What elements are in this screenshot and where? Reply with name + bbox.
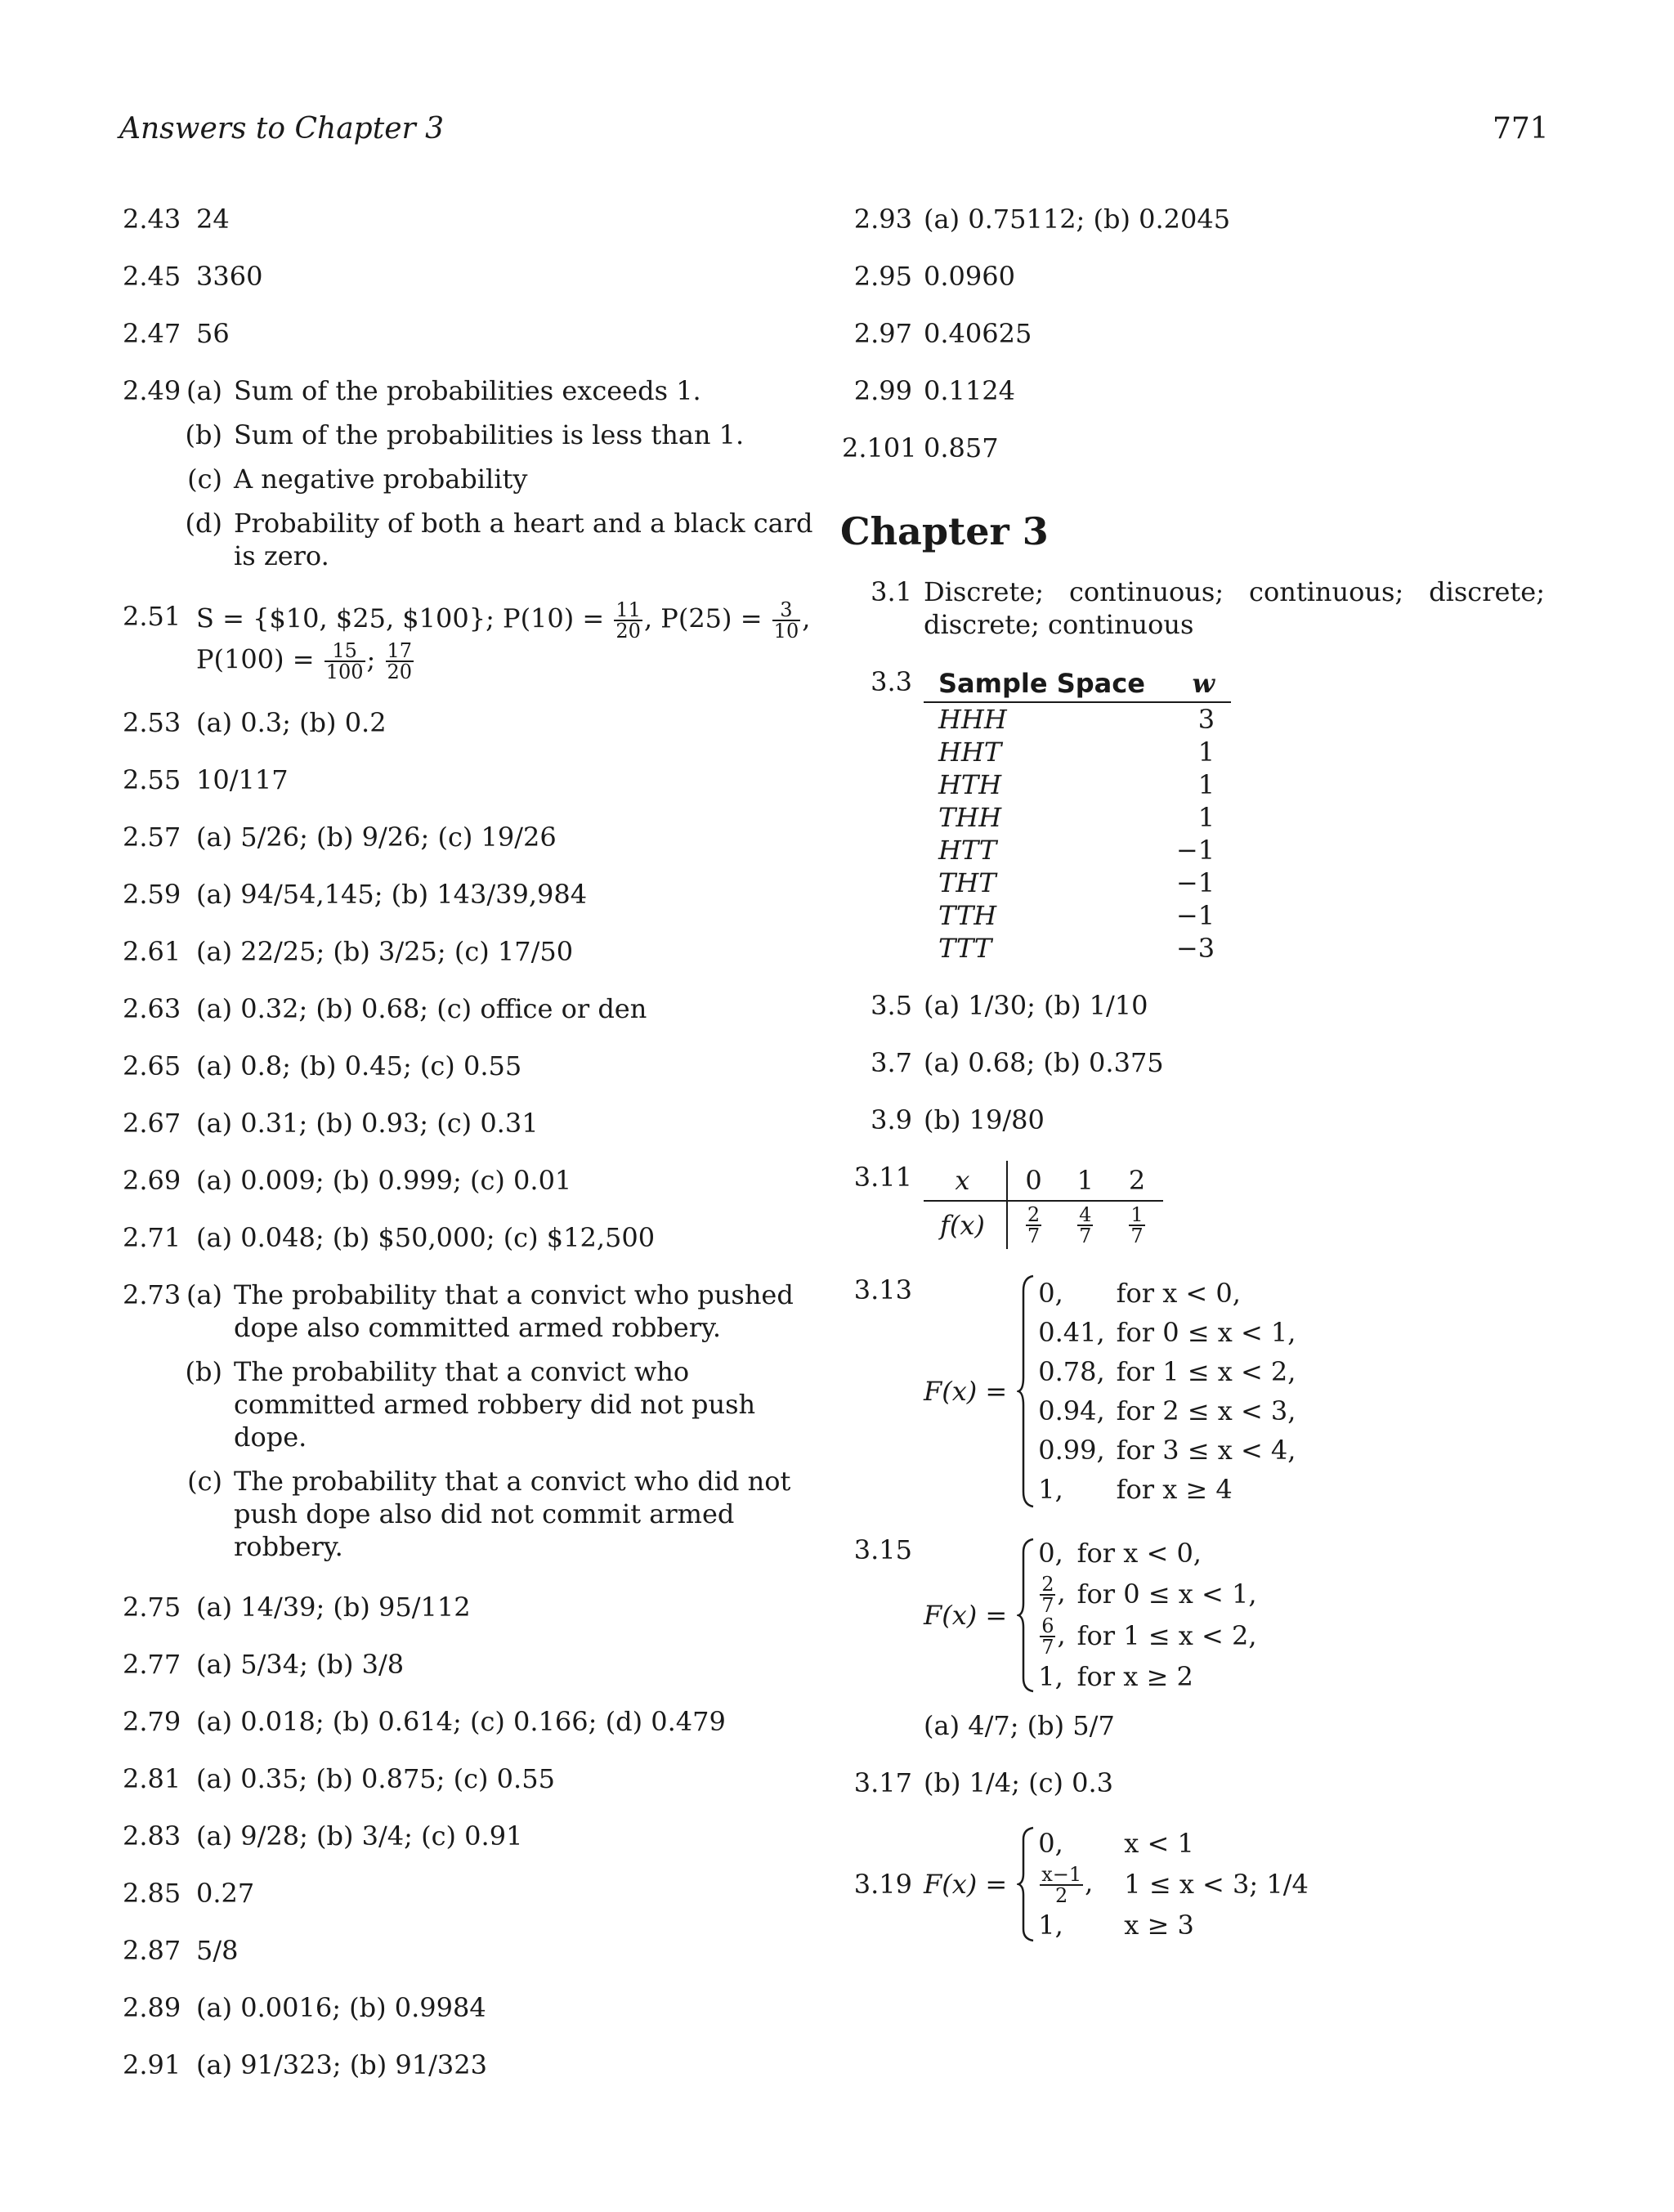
sub-label: (c) xyxy=(187,1466,222,1497)
fraction xyxy=(614,600,642,641)
sub-answer-c xyxy=(180,463,817,495)
answer-text: 0.1124 xyxy=(924,375,1015,406)
answer-2-69 xyxy=(123,1164,817,1197)
sample-space-table xyxy=(924,667,1231,965)
case-value: 1, xyxy=(1038,1661,1063,1692)
sub-answer-a xyxy=(180,374,817,407)
fraction xyxy=(1040,1616,1055,1657)
case-row xyxy=(1038,1313,1307,1352)
answer-number: 2.67 xyxy=(123,1108,181,1139)
math-text: P(100) = xyxy=(196,643,323,675)
answer-2-77 xyxy=(123,1648,817,1681)
fraction xyxy=(772,600,801,641)
case-row xyxy=(1038,1274,1307,1313)
sub-text: Sum of the probabilities exceeds 1. xyxy=(234,375,701,406)
answer-3-3 xyxy=(842,665,1545,965)
answer-2-97 xyxy=(842,317,1545,350)
sub-label: (c) xyxy=(187,463,222,495)
answer-number: 2.97 xyxy=(853,318,912,349)
answer-number: 2.49 xyxy=(123,375,181,406)
piecewise-function xyxy=(924,1534,1545,1696)
answer-number: 3.13 xyxy=(853,1274,912,1305)
numerator: 6 xyxy=(1041,1614,1054,1637)
fraction xyxy=(1040,1574,1055,1615)
math-text: ; xyxy=(366,643,384,675)
answer-2-73 xyxy=(123,1278,817,1574)
answer-number: 2.77 xyxy=(123,1649,181,1680)
answer-number: 2.47 xyxy=(123,318,181,349)
denominator: 7 xyxy=(1079,1225,1092,1247)
case-condition: for x < 0, xyxy=(1116,1278,1241,1309)
case-row xyxy=(1038,1391,1307,1431)
answer-number: 3.15 xyxy=(853,1534,912,1565)
answer-text: 5/8 xyxy=(196,1935,239,1966)
sub-text: The probability that a convict who committed armed robbery did not push dope. xyxy=(234,1356,756,1453)
answer-2-83 xyxy=(123,1820,817,1852)
denominator: 7 xyxy=(1041,1636,1054,1659)
pmf-table xyxy=(924,1161,1163,1249)
answer-text: (a) 1/30; (b) 1/10 xyxy=(924,990,1148,1021)
cases-table xyxy=(1038,1824,1320,1945)
answer-text: (a) 0.009; (b) 0.999; (c) 0.01 xyxy=(196,1165,572,1196)
case-row xyxy=(1038,1352,1307,1391)
answer-number: 2.61 xyxy=(123,936,181,967)
case-condition: 1 ≤ x < 3; 1/4 xyxy=(1124,1868,1309,1900)
piecewise-function xyxy=(924,1824,1545,1945)
numerator: x−1 xyxy=(1041,1862,1082,1886)
answer-number: 2.79 xyxy=(123,1706,181,1737)
case-value: 0.94, xyxy=(1038,1395,1105,1426)
header-title: Answers to Chapter 3 xyxy=(119,112,445,146)
answer-number: 2.81 xyxy=(123,1763,181,1794)
answer-number: 2.43 xyxy=(123,204,181,235)
answer-number: 3.7 xyxy=(871,1047,912,1078)
case-condition: for 3 ≤ x < 4, xyxy=(1116,1435,1296,1466)
case-value: 1, xyxy=(1038,1909,1063,1941)
answer-2-75 xyxy=(123,1591,817,1623)
answer-number: 2.71 xyxy=(123,1222,181,1253)
answer-text: 3360 xyxy=(196,261,263,292)
answer-text: (a) 22/25; (b) 3/25; (c) 17/50 xyxy=(196,936,574,967)
table-cell xyxy=(1059,1201,1111,1249)
denominator: 10 xyxy=(773,620,799,643)
numerator: 2 xyxy=(1041,1572,1054,1596)
table-row xyxy=(924,736,1231,768)
case-value: 1, xyxy=(1038,1474,1063,1505)
numerator: 15 xyxy=(325,641,365,662)
answer-3-19 xyxy=(842,1824,1545,1945)
answer-number: 2.75 xyxy=(123,1592,181,1623)
answer-number: 3.17 xyxy=(853,1767,912,1798)
case-condition: for x < 0, xyxy=(1076,1538,1202,1569)
case-row xyxy=(1038,1863,1320,1905)
table-cell: −1 xyxy=(1175,835,1215,866)
answer-text: (a) 0.0016; (b) 0.9984 xyxy=(196,1992,486,2023)
table-row xyxy=(924,932,1231,965)
answer-2-47 xyxy=(123,317,817,350)
case-row xyxy=(1038,1824,1320,1863)
answer-number: 2.45 xyxy=(123,261,181,292)
table-cell: THT xyxy=(938,867,996,898)
table-row xyxy=(924,1161,1163,1201)
sub-label: (d) xyxy=(185,508,222,539)
denominator: 7 xyxy=(1027,1225,1041,1247)
answer-2-101 xyxy=(842,432,1545,464)
answer-text: 24 xyxy=(196,204,230,235)
answer-2-49 xyxy=(123,374,817,584)
answer-text: 56 xyxy=(196,318,230,349)
math-line-1 xyxy=(196,600,817,641)
answer-number: 2.95 xyxy=(853,261,912,292)
table-row xyxy=(924,834,1231,866)
table-cell: 1 xyxy=(1197,737,1215,768)
left-brace-icon xyxy=(1015,1274,1038,1509)
answer-number: 3.19 xyxy=(853,1868,912,1900)
case-value: $\frac{2}{7}$ , xyxy=(1041,1572,1066,1617)
numerator: 2 xyxy=(1027,1203,1041,1226)
case-condition: x ≥ 3 xyxy=(1124,1909,1194,1941)
answer-text: (a) 5/34; (b) 3/8 xyxy=(196,1649,405,1680)
answer-number: 2.87 xyxy=(123,1935,181,1966)
table-cell: −1 xyxy=(1175,867,1215,898)
case-row xyxy=(1038,1573,1268,1615)
math-text: , xyxy=(802,602,811,634)
fraction xyxy=(386,641,414,682)
answer-number: 2.53 xyxy=(123,707,181,738)
case-condition: for x ≥ 2 xyxy=(1076,1661,1193,1692)
denominator: 7 xyxy=(1041,1593,1054,1617)
function-lhs: F(x) = xyxy=(924,1868,1008,1900)
answer-number: 2.99 xyxy=(853,375,912,406)
answer-2-45 xyxy=(123,260,817,293)
answer-3-17 xyxy=(842,1766,1545,1799)
sample-space-table-wrap xyxy=(924,665,1545,965)
answer-math xyxy=(196,600,817,682)
numerator: 1 xyxy=(1130,1203,1144,1226)
table-cell: THH xyxy=(938,802,1002,833)
denominator: 100 xyxy=(325,660,364,683)
function-lhs: F(x) = xyxy=(924,1376,1008,1407)
answer-number: 2.85 xyxy=(123,1878,181,1909)
numerator: 11 xyxy=(615,598,641,621)
sub-label: (b) xyxy=(185,1356,222,1387)
table-cell: HTT xyxy=(938,835,997,866)
numerator: 17 xyxy=(387,639,413,662)
answer-2-57 xyxy=(123,821,817,853)
sub-answer-d xyxy=(180,507,817,572)
sub-label: (b) xyxy=(185,419,222,450)
case-condition: for 2 ≤ x < 3, xyxy=(1116,1395,1296,1426)
answer-text: (a) 0.68; (b) 0.375 xyxy=(924,1047,1164,1078)
answer-number: 2.51 xyxy=(123,601,181,632)
answer-2-63 xyxy=(123,992,817,1025)
answer-number: 2.101 xyxy=(842,432,917,463)
answer-number: 3.11 xyxy=(853,1162,912,1193)
answer-text: (a) 94/54,145; (b) 143/39,984 xyxy=(196,879,588,910)
answer-2-89 xyxy=(123,1991,817,2024)
page-number: 771 xyxy=(1493,112,1549,146)
piecewise-function xyxy=(924,1274,1545,1509)
answer-3-9 xyxy=(842,1104,1545,1136)
table-cell: f(x) xyxy=(924,1201,1007,1249)
table-cell: 1 xyxy=(1059,1161,1111,1201)
table-cell: HTH xyxy=(938,769,1002,800)
case-condition: for 0 ≤ x < 1, xyxy=(1076,1578,1257,1610)
case-value: 0, xyxy=(1038,1828,1063,1859)
sub-text: A negative probability xyxy=(234,463,528,495)
answer-2-91 xyxy=(123,2049,817,2081)
case-condition: for 0 ≤ x < 1, xyxy=(1116,1317,1296,1348)
case-condition: x < 1 xyxy=(1124,1828,1194,1859)
table-cell: x xyxy=(924,1161,1007,1201)
cases-table xyxy=(1038,1274,1307,1509)
case-row xyxy=(1038,1905,1320,1945)
case-row xyxy=(1038,1615,1268,1658)
fraction xyxy=(1040,1862,1083,1907)
case-value: 0.78, xyxy=(1038,1356,1105,1387)
answer-text: (b) 19/80 xyxy=(924,1104,1045,1135)
table-cell xyxy=(1111,1201,1162,1249)
column-header: Sample Space xyxy=(924,667,1162,702)
sub-answer-c xyxy=(180,1465,817,1563)
answer-3-1 xyxy=(842,575,1545,641)
answer-number: 2.93 xyxy=(853,204,912,235)
table-cell: 2 xyxy=(1111,1161,1162,1201)
answer-text: 0.0960 xyxy=(924,261,1015,292)
case-row xyxy=(1038,1657,1268,1696)
answer-list xyxy=(180,374,817,584)
answer-number: 2.91 xyxy=(123,2049,181,2080)
answer-2-79 xyxy=(123,1705,817,1738)
answer-body xyxy=(924,1534,1545,1742)
answer-2-99 xyxy=(842,374,1545,407)
answer-text: Discrete; continuous; continuous; discrete; discrete; continuous xyxy=(924,576,1545,640)
answer-2-43 xyxy=(123,203,817,235)
answer-2-51 xyxy=(123,600,817,682)
answer-text: (a) 0.32; (b) 0.68; (c) office or den xyxy=(196,993,647,1024)
answer-number: 3.1 xyxy=(871,576,912,607)
denominator: 2 xyxy=(1055,1883,1068,1907)
answer-number: 2.57 xyxy=(123,822,181,853)
math-text: , P(25) = xyxy=(643,602,771,634)
sub-text: The probability that a convict who did not push dope also did not commit armed robbery. xyxy=(234,1466,791,1562)
sub-answer-b xyxy=(180,1355,817,1453)
numerator: 4 xyxy=(1079,1203,1092,1226)
fraction xyxy=(1026,1205,1041,1246)
answer-number: 2.55 xyxy=(123,764,181,795)
answer-2-95 xyxy=(842,260,1545,293)
fraction xyxy=(325,641,365,682)
table-cell: TTH xyxy=(938,900,997,931)
answer-text: (a) 0.3; (b) 0.2 xyxy=(196,707,387,738)
right-column xyxy=(842,203,1545,1969)
answer-text: (a) 0.31; (b) 0.93; (c) 0.31 xyxy=(196,1108,539,1139)
sub-answer-a xyxy=(180,1278,817,1344)
answer-2-67 xyxy=(123,1107,817,1140)
sub-text: The probability that a convict who pushed dope also committed armed robbery. xyxy=(234,1279,794,1343)
sub-answer-b xyxy=(180,419,817,451)
answer-text: 10/117 xyxy=(196,764,289,795)
left-brace-icon xyxy=(1015,1824,1038,1945)
case-value: $\frac{x-1}{2}$ , xyxy=(1041,1862,1094,1907)
case-value: 0, xyxy=(1038,1538,1063,1569)
answer-text: 0.40625 xyxy=(924,318,1032,349)
case-value: 0, xyxy=(1038,1278,1063,1309)
column-header: w xyxy=(1162,667,1231,702)
answer-2-61 xyxy=(123,935,817,968)
table-row xyxy=(924,801,1231,834)
function-lhs: F(x) = xyxy=(924,1599,1008,1631)
fraction xyxy=(1077,1205,1093,1246)
math-text: S = {$10, $25, $100}; P(10) = xyxy=(196,602,613,634)
answer-text: (a) 5/26; (b) 9/26; (c) 19/26 xyxy=(196,822,557,853)
answer-3-13 xyxy=(842,1274,1545,1509)
table-row xyxy=(924,702,1231,736)
case-condition: for 1 ≤ x < 2, xyxy=(1116,1356,1296,1387)
case-row xyxy=(1038,1431,1307,1470)
table-cell: −1 xyxy=(1175,900,1215,931)
answer-text: (a) 0.018; (b) 0.614; (c) 0.166; (d) 0.479 xyxy=(196,1706,726,1737)
answer-number: 2.65 xyxy=(123,1050,181,1081)
cases-table xyxy=(1038,1534,1268,1696)
table-cell: 1 xyxy=(1197,769,1215,800)
answer-number: 2.83 xyxy=(123,1820,181,1852)
denominator: 20 xyxy=(615,620,641,643)
sub-label: (a) xyxy=(186,1279,222,1310)
answer-text: (a) 9/28; (b) 3/4; (c) 0.91 xyxy=(196,1820,523,1852)
left-brace-icon xyxy=(1015,1534,1038,1696)
case-row xyxy=(1038,1470,1307,1509)
answer-3-5 xyxy=(842,989,1545,1022)
answer-3-15 xyxy=(842,1534,1545,1742)
math-line-2 xyxy=(196,641,817,682)
answer-text: (a) 0.75112; (b) 0.2045 xyxy=(924,204,1231,235)
table-row xyxy=(924,1201,1163,1249)
answer-2-53 xyxy=(123,706,817,739)
table-cell: HHH xyxy=(938,704,1007,735)
answer-3-7 xyxy=(842,1046,1545,1079)
answer-number: 2.63 xyxy=(123,993,181,1024)
fraction xyxy=(1129,1205,1144,1246)
table-cell xyxy=(1007,1201,1059,1249)
table-cell: TTT xyxy=(938,933,992,964)
denominator: 20 xyxy=(387,660,413,683)
table-cell: HHT xyxy=(938,737,1002,768)
answer-text: 0.27 xyxy=(196,1878,255,1909)
answer-number: 3.3 xyxy=(871,666,912,697)
chapter-heading: Chapter 3 xyxy=(840,509,1049,553)
answer-list xyxy=(180,1278,817,1574)
table-row xyxy=(924,768,1231,801)
answer-number: 2.73 xyxy=(123,1279,181,1310)
answer-text: 0.857 xyxy=(924,432,999,463)
case-row xyxy=(1038,1534,1268,1573)
answer-text: (a) 4/7; (b) 5/7 xyxy=(924,1710,1115,1741)
answer-2-71 xyxy=(123,1221,817,1254)
case-condition: for x ≥ 4 xyxy=(1116,1474,1233,1505)
sub-text: Probability of both a heart and a black card is zero. xyxy=(234,508,813,571)
answer-text: (a) 0.048; (b) $50,000; (c) $12,500 xyxy=(196,1222,656,1253)
sub-text: Sum of the probabilities is less than 1. xyxy=(234,419,745,450)
sub-label: (a) xyxy=(186,375,222,406)
answer-text: (a) 0.8; (b) 0.45; (c) 0.55 xyxy=(196,1050,522,1081)
answer-3-11 xyxy=(842,1161,1545,1249)
answer-2-93 xyxy=(842,203,1545,235)
denominator: 7 xyxy=(1130,1225,1144,1247)
answer-number: 3.5 xyxy=(871,990,912,1021)
table-cell: 1 xyxy=(1197,802,1215,833)
table-cell: 0 xyxy=(1007,1161,1059,1201)
answer-2-55 xyxy=(123,763,817,796)
left-column xyxy=(123,203,817,2106)
answer-2-59 xyxy=(123,878,817,911)
case-value: 0.41, xyxy=(1038,1317,1105,1348)
answer-2-65 xyxy=(123,1050,817,1082)
answer-number: 2.59 xyxy=(123,879,181,910)
pmf-table-wrap xyxy=(924,1161,1545,1249)
answer-number: 2.89 xyxy=(123,1992,181,2023)
answer-number: 3.9 xyxy=(871,1104,912,1135)
case-condition: for 1 ≤ x < 2, xyxy=(1076,1620,1257,1652)
answer-2-87 xyxy=(123,1934,817,1967)
case-value: 0.99, xyxy=(1038,1435,1105,1466)
numerator: 3 xyxy=(772,600,801,621)
answer-text: (a) 0.35; (b) 0.875; (c) 0.55 xyxy=(196,1763,555,1794)
table-cell: −3 xyxy=(1175,933,1215,964)
answer-text: (b) 1/4; (c) 0.3 xyxy=(924,1767,1114,1798)
answer-2-85 xyxy=(123,1877,817,1910)
answer-text: (a) 14/39; (b) 95/112 xyxy=(196,1592,471,1623)
case-value: $\frac{6}{7}$ , xyxy=(1041,1614,1066,1659)
answer-text: (a) 91/323; (b) 91/323 xyxy=(196,2049,487,2080)
answer-number: 2.69 xyxy=(123,1165,181,1196)
answer-2-81 xyxy=(123,1762,817,1795)
table-cell: 3 xyxy=(1197,704,1215,735)
table-row xyxy=(924,899,1231,932)
table-row xyxy=(924,866,1231,899)
